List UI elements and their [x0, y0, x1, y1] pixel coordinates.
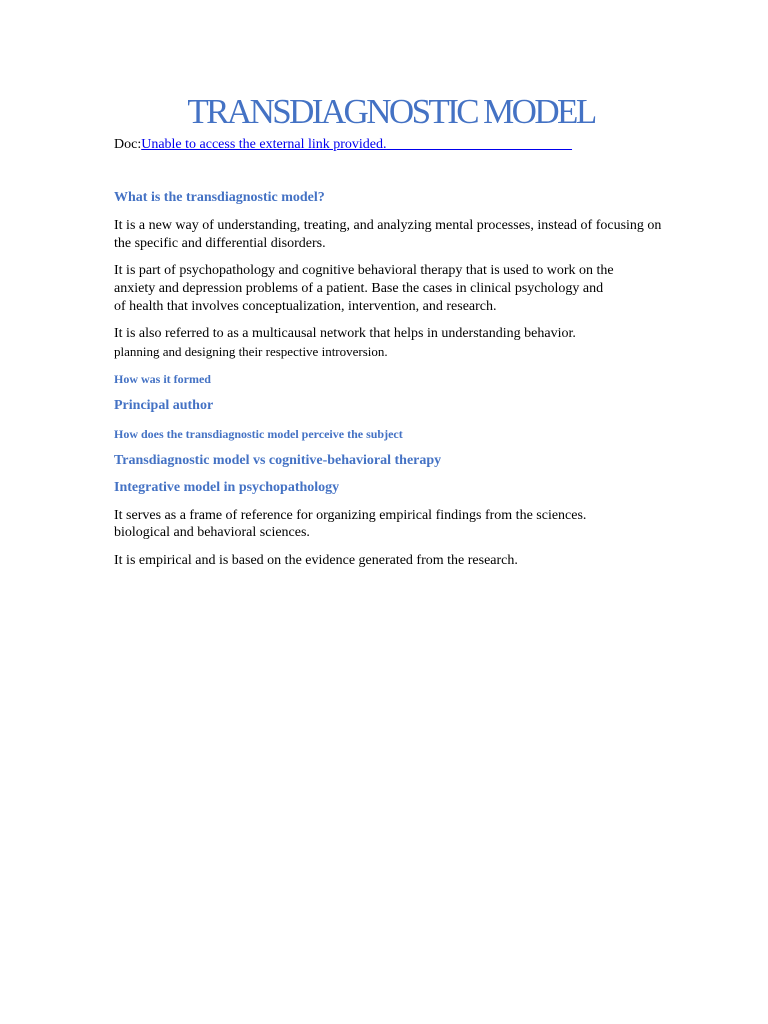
- paragraph-4-line-2: biological and behavioral sciences.: [114, 525, 310, 540]
- heading-how-formed: How was it formed: [114, 372, 211, 386]
- doc-prefix: Doc:: [114, 137, 142, 152]
- doc-link[interactable]: Unable to access the external link provided.: [141, 137, 387, 152]
- paragraph-5: It is empirical and is based on the evidence generated from the research.: [114, 553, 518, 568]
- paragraph-1-line-1: It is a new way of understanding, treating, and analyzing mental processes, instead of focusing on: [114, 218, 662, 233]
- paragraph-2-line-2: anxiety and depression problems of a patient. Base the cases in clinical psychology and: [114, 281, 604, 296]
- paragraph-3-line-1: It is also referred to as a multicausal network that helps in understanding behavior.: [114, 326, 576, 341]
- paragraph-2-line-1: It is part of psychopathology and cognitive behavioral therapy that is used to work on the: [114, 263, 614, 278]
- heading-perceive-subject: How does the transdiagnostic model perceive the subject: [114, 427, 403, 441]
- heading-principal-author: Principal author: [114, 398, 214, 413]
- paragraph-2-line-3: of health that involves conceptualization, intervention, and research.: [114, 299, 497, 314]
- paragraph-4-line-1: It serves as a frame of reference for organizing empirical findings from the sciences.: [114, 508, 587, 523]
- paragraph-3-line-2: planning and designing their respective introversion.: [114, 344, 388, 359]
- paragraph-1-line-2: the specific and differential disorders.: [114, 236, 326, 251]
- document-title: TRANSDIAGNOSTIC MODEL: [187, 92, 595, 131]
- heading-integrative-model: Integrative model in psychopathology: [114, 480, 340, 495]
- heading-vs-cbt: Transdiagnostic model vs cognitive-behavioral therapy: [114, 453, 442, 468]
- heading-what-is: What is the transdiagnostic model?: [114, 190, 325, 205]
- doc-reference-line: [114, 136, 572, 153]
- doc-link-underline-trail: ​: [386, 137, 573, 152]
